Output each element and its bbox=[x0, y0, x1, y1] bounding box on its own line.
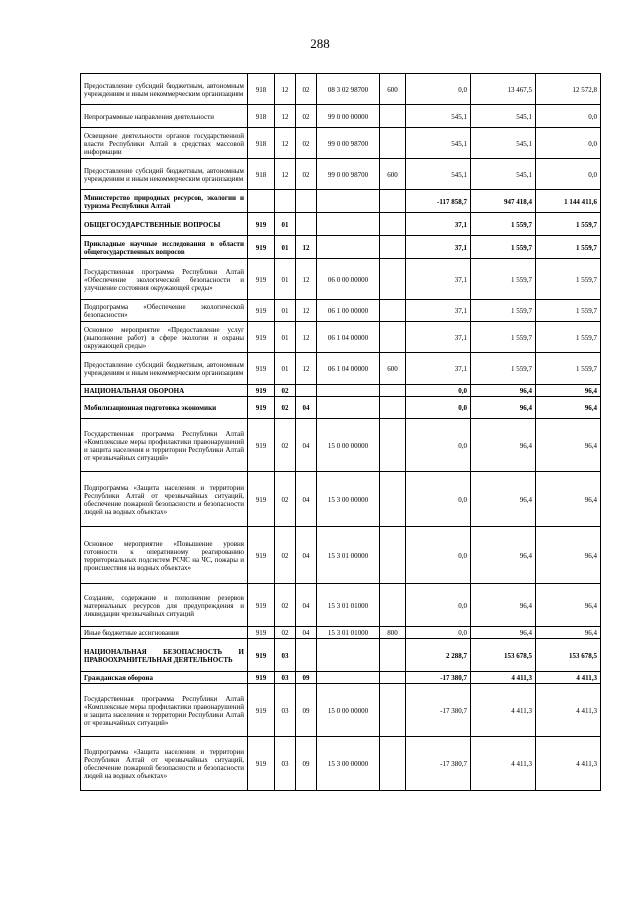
amount-2: 96,4 bbox=[471, 397, 536, 419]
amount-1: 0,0 bbox=[406, 584, 471, 627]
table-row bbox=[81, 527, 601, 584]
ministry-code: 918 bbox=[248, 159, 275, 190]
row-name: Освещение деятельности органов государственной власти Республики Алтай в средствах массовой информации bbox=[81, 128, 248, 159]
expense-type bbox=[380, 684, 406, 737]
expense-type bbox=[380, 472, 406, 527]
ministry-code: 919 bbox=[248, 584, 275, 627]
section-code: 01 bbox=[275, 353, 296, 385]
subsection-code: 12 bbox=[296, 322, 317, 353]
amount-3: 1 559,7 bbox=[536, 353, 601, 385]
amount-2: 96,4 bbox=[471, 627, 536, 639]
ministry-code: 919 bbox=[248, 322, 275, 353]
amount-1: 545,1 bbox=[406, 128, 471, 159]
amount-2: 1 559,7 bbox=[471, 322, 536, 353]
ministry-code bbox=[248, 190, 275, 213]
amount-1: 0,0 bbox=[406, 472, 471, 527]
ministry-code: 919 bbox=[248, 672, 275, 684]
expense-type bbox=[380, 639, 406, 672]
expense-type: 600 bbox=[380, 353, 406, 385]
target-article: 15 3 00 00000 bbox=[317, 737, 380, 791]
row-name: НАЦИОНАЛЬНАЯ БЕЗОПАСНОСТЬ И ПРАВООХРАНИТЕЛЬНАЯ ДЕЯТЕЛЬНОСТЬ bbox=[81, 639, 248, 672]
expense-type bbox=[380, 259, 406, 300]
amount-1: 545,1 bbox=[406, 159, 471, 190]
row-name: Предоставление субсидий бюджетным, автономным учреждениям и иным некоммерческим организациям bbox=[81, 353, 248, 385]
ministry-code: 919 bbox=[248, 737, 275, 791]
expense-type bbox=[380, 105, 406, 128]
ministry-code: 919 bbox=[248, 300, 275, 322]
ministry-code: 918 bbox=[248, 74, 275, 105]
amount-2: 947 418,4 bbox=[471, 190, 536, 213]
table-row bbox=[81, 737, 601, 791]
amount-2: 1 559,7 bbox=[471, 213, 536, 236]
amount-3: 153 678,5 bbox=[536, 639, 601, 672]
subsection-code: 04 bbox=[296, 472, 317, 527]
amount-2: 96,4 bbox=[471, 472, 536, 527]
row-name: Создание, содержание и пополнение резервов материальных ресурсов для предупреждения и ликвидации чрезвычайных ситуаций bbox=[81, 584, 248, 627]
amount-1: 0,0 bbox=[406, 74, 471, 105]
ministry-code: 919 bbox=[248, 684, 275, 737]
subsection-code: 12 bbox=[296, 353, 317, 385]
amount-1: 0,0 bbox=[406, 527, 471, 584]
subsection-code: 02 bbox=[296, 74, 317, 105]
amount-1: 37,1 bbox=[406, 236, 471, 259]
target-article: 15 0 00 00000 bbox=[317, 419, 380, 472]
section-code: 03 bbox=[275, 672, 296, 684]
expense-type: 600 bbox=[380, 159, 406, 190]
target-article bbox=[317, 236, 380, 259]
section-code: 03 bbox=[275, 684, 296, 737]
section-code: 03 bbox=[275, 737, 296, 791]
table-row bbox=[81, 385, 601, 397]
section-code: 03 bbox=[275, 639, 296, 672]
row-name: Иные бюджетные ассигнования bbox=[81, 627, 248, 639]
amount-2: 1 559,7 bbox=[471, 300, 536, 322]
amount-3: 1 559,7 bbox=[536, 259, 601, 300]
subsection-code: 02 bbox=[296, 159, 317, 190]
table-row bbox=[81, 472, 601, 527]
amount-2: 96,4 bbox=[471, 419, 536, 472]
section-code: 02 bbox=[275, 627, 296, 639]
expense-type bbox=[380, 300, 406, 322]
amount-2: 153 678,5 bbox=[471, 639, 536, 672]
expense-type bbox=[380, 419, 406, 472]
row-name: Предоставление субсидий бюджетным, автономным учреждениям и иным некоммерческим организациям bbox=[81, 159, 248, 190]
row-name: Гражданская оборона bbox=[81, 672, 248, 684]
row-name: Основное мероприятие «Повышение уровня готовности к оперативному реагированию территориальных подсистем РСЧС на ЧС, пожары и происшествия на водных объектах» bbox=[81, 527, 248, 584]
table-row bbox=[81, 419, 601, 472]
row-name: ОБЩЕГОСУДАРСТВЕННЫЕ ВОПРОСЫ bbox=[81, 213, 248, 236]
subsection-code: 02 bbox=[296, 128, 317, 159]
amount-2: 1 559,7 bbox=[471, 259, 536, 300]
section-code: 02 bbox=[275, 527, 296, 584]
row-name: Государственная программа Республики Алтай «Обеспечение экологической безопасности и улучшение состояния окружающей среды» bbox=[81, 259, 248, 300]
section-code: 12 bbox=[275, 128, 296, 159]
target-article: 99 0 00 98700 bbox=[317, 159, 380, 190]
amount-3: 96,4 bbox=[536, 584, 601, 627]
row-name: Непрограммные направления деятельности bbox=[81, 105, 248, 128]
subsection-code: 12 bbox=[296, 259, 317, 300]
amount-3: 0,0 bbox=[536, 128, 601, 159]
amount-2: 4 411,3 bbox=[471, 684, 536, 737]
target-article: 06 1 04 00000 bbox=[317, 353, 380, 385]
amount-1: 37,1 bbox=[406, 213, 471, 236]
amount-1: 37,1 bbox=[406, 300, 471, 322]
amount-3: 96,4 bbox=[536, 472, 601, 527]
subsection-code bbox=[296, 385, 317, 397]
table-row bbox=[81, 236, 601, 259]
section-code: 01 bbox=[275, 259, 296, 300]
amount-3: 0,0 bbox=[536, 105, 601, 128]
target-article bbox=[317, 397, 380, 419]
expense-type bbox=[380, 385, 406, 397]
ministry-code: 919 bbox=[248, 385, 275, 397]
ministry-code: 919 bbox=[248, 213, 275, 236]
ministry-code: 918 bbox=[248, 105, 275, 128]
expense-type bbox=[380, 128, 406, 159]
expense-type bbox=[380, 584, 406, 627]
subsection-code: 02 bbox=[296, 105, 317, 128]
budget-table bbox=[80, 73, 601, 791]
ministry-code: 919 bbox=[248, 397, 275, 419]
table-row bbox=[81, 353, 601, 385]
amount-3: 0,0 bbox=[536, 159, 601, 190]
row-name: Предоставление субсидий бюджетным, автономным учреждениям и иным некоммерческим организациям bbox=[81, 74, 248, 105]
amount-3: 96,4 bbox=[536, 385, 601, 397]
ministry-code: 919 bbox=[248, 627, 275, 639]
subsection-code bbox=[296, 639, 317, 672]
target-article: 15 3 01 01000 bbox=[317, 584, 380, 627]
amount-2: 1 559,7 bbox=[471, 236, 536, 259]
section-code: 02 bbox=[275, 397, 296, 419]
amount-2: 545,1 bbox=[471, 159, 536, 190]
section-code: 12 bbox=[275, 159, 296, 190]
row-name: Основное мероприятие «Предоставление услуг (выполнение работ) в сфере экологии и охраны окружающей среды» bbox=[81, 322, 248, 353]
section-code: 01 bbox=[275, 236, 296, 259]
section-code: 01 bbox=[275, 300, 296, 322]
amount-1: -117 858,7 bbox=[406, 190, 471, 213]
table-row bbox=[81, 74, 601, 105]
amount-1: -17 380,7 bbox=[406, 684, 471, 737]
row-name: Подпрограмма «Защита населения и территории Республики Алтай от чрезвычайных ситуаций, обеспечение пожарной безопасности и безопасности людей на водных объектах» bbox=[81, 737, 248, 791]
amount-1: 0,0 bbox=[406, 385, 471, 397]
target-article: 06 0 00 00000 bbox=[317, 259, 380, 300]
table-row bbox=[81, 322, 601, 353]
section-code: 02 bbox=[275, 584, 296, 627]
amount-3: 1 559,7 bbox=[536, 300, 601, 322]
amount-2: 96,4 bbox=[471, 584, 536, 627]
amount-1: 37,1 bbox=[406, 322, 471, 353]
amount-3: 96,4 bbox=[536, 397, 601, 419]
section-code: 01 bbox=[275, 322, 296, 353]
table-row bbox=[81, 684, 601, 737]
subsection-code: 04 bbox=[296, 584, 317, 627]
amount-3: 96,4 bbox=[536, 627, 601, 639]
expense-type bbox=[380, 672, 406, 684]
target-article bbox=[317, 639, 380, 672]
target-article: 15 0 00 00000 bbox=[317, 684, 380, 737]
row-name: НАЦИОНАЛЬНАЯ ОБОРОНА bbox=[81, 385, 248, 397]
expense-type bbox=[380, 527, 406, 584]
subsection-code: 12 bbox=[296, 236, 317, 259]
section-code bbox=[275, 190, 296, 213]
page-number: 288 bbox=[310, 36, 330, 51]
amount-3: 1 559,7 bbox=[536, 322, 601, 353]
ministry-code: 919 bbox=[248, 419, 275, 472]
ministry-code: 919 bbox=[248, 639, 275, 672]
amount-2: 4 411,3 bbox=[471, 672, 536, 684]
section-code: 12 bbox=[275, 74, 296, 105]
table-row bbox=[81, 639, 601, 672]
subsection-code: 12 bbox=[296, 300, 317, 322]
amount-1: 37,1 bbox=[406, 259, 471, 300]
expense-type bbox=[380, 737, 406, 791]
amount-2: 96,4 bbox=[471, 527, 536, 584]
amount-3: 96,4 bbox=[536, 527, 601, 584]
amount-3: 96,4 bbox=[536, 419, 601, 472]
table-row bbox=[81, 259, 601, 300]
section-code: 02 bbox=[275, 472, 296, 527]
row-name: Министерство природных ресурсов, экологии и туризма Республики Алтай bbox=[81, 190, 248, 213]
target-article: 08 3 02 98700 bbox=[317, 74, 380, 105]
section-code: 12 bbox=[275, 105, 296, 128]
amount-3: 1 559,7 bbox=[536, 236, 601, 259]
target-article bbox=[317, 190, 380, 213]
target-article: 15 3 01 01000 bbox=[317, 627, 380, 639]
section-code: 02 bbox=[275, 385, 296, 397]
target-article: 99 0 00 98700 bbox=[317, 128, 380, 159]
ministry-code: 919 bbox=[248, 259, 275, 300]
target-article: 15 3 00 00000 bbox=[317, 472, 380, 527]
subsection-code bbox=[296, 190, 317, 213]
section-code: 01 bbox=[275, 213, 296, 236]
amount-2: 1 559,7 bbox=[471, 353, 536, 385]
amount-2: 545,1 bbox=[471, 105, 536, 128]
table-row bbox=[81, 584, 601, 627]
amount-1: 0,0 bbox=[406, 419, 471, 472]
table-row bbox=[81, 105, 601, 128]
amount-2: 4 411,3 bbox=[471, 737, 536, 791]
subsection-code: 04 bbox=[296, 397, 317, 419]
target-article bbox=[317, 385, 380, 397]
ministry-code: 919 bbox=[248, 527, 275, 584]
amount-2: 545,1 bbox=[471, 128, 536, 159]
table-row bbox=[81, 190, 601, 213]
target-article bbox=[317, 672, 380, 684]
table-row bbox=[81, 627, 601, 639]
subsection-code: 04 bbox=[296, 419, 317, 472]
target-article: 99 0 00 00000 bbox=[317, 105, 380, 128]
amount-2: 96,4 bbox=[471, 385, 536, 397]
amount-1: 0,0 bbox=[406, 397, 471, 419]
section-code: 02 bbox=[275, 419, 296, 472]
row-name: Государственная программа Республики Алтай «Комплексные меры профилактики правонарушений и защита населения и территории Республики Алтай от чрезвычайных ситуаций» bbox=[81, 419, 248, 472]
amount-3: 1 559,7 bbox=[536, 213, 601, 236]
expense-type bbox=[380, 236, 406, 259]
table-row bbox=[81, 159, 601, 190]
expense-type bbox=[380, 397, 406, 419]
expense-type: 600 bbox=[380, 74, 406, 105]
subsection-code: 09 bbox=[296, 684, 317, 737]
table-row bbox=[81, 213, 601, 236]
amount-3: 1 144 411,6 bbox=[536, 190, 601, 213]
amount-3: 4 411,3 bbox=[536, 737, 601, 791]
table-row bbox=[81, 397, 601, 419]
row-name: Прикладные научные исследования в области общегосударственных вопросов bbox=[81, 236, 248, 259]
amount-1: -17 380,7 bbox=[406, 672, 471, 684]
target-article: 15 3 01 00000 bbox=[317, 527, 380, 584]
amount-1: 37,1 bbox=[406, 353, 471, 385]
expense-type bbox=[380, 190, 406, 213]
table-row bbox=[81, 128, 601, 159]
amount-1: 2 288,7 bbox=[406, 639, 471, 672]
expense-type bbox=[380, 213, 406, 236]
subsection-code: 04 bbox=[296, 627, 317, 639]
subsection-code: 09 bbox=[296, 737, 317, 791]
amount-3: 4 411,3 bbox=[536, 684, 601, 737]
row-name: Мобилизационная подготовка экономики bbox=[81, 397, 248, 419]
expense-type bbox=[380, 322, 406, 353]
amount-3: 4 411,3 bbox=[536, 672, 601, 684]
ministry-code: 919 bbox=[248, 236, 275, 259]
amount-1: 545,1 bbox=[406, 105, 471, 128]
ministry-code: 918 bbox=[248, 128, 275, 159]
subsection-code bbox=[296, 213, 317, 236]
ministry-code: 919 bbox=[248, 472, 275, 527]
row-name: Подпрограмма «Обеспечение экологической безопасности» bbox=[81, 300, 248, 322]
subsection-code: 09 bbox=[296, 672, 317, 684]
amount-2: 13 467,5 bbox=[471, 74, 536, 105]
target-article: 06 1 00 00000 bbox=[317, 300, 380, 322]
subsection-code: 04 bbox=[296, 527, 317, 584]
target-article: 06 1 04 00000 bbox=[317, 322, 380, 353]
table-row bbox=[81, 300, 601, 322]
amount-3: 12 572,8 bbox=[536, 74, 601, 105]
row-name: Государственная программа Республики Алтай «Комплексные меры профилактики правонарушений и защита населения и территории Республики Алтай от чрезвычайных ситуаций» bbox=[81, 684, 248, 737]
target-article bbox=[317, 213, 380, 236]
expense-type: 800 bbox=[380, 627, 406, 639]
ministry-code: 919 bbox=[248, 353, 275, 385]
row-name: Подпрограмма «Защита населения и территории Республики Алтай от чрезвычайных ситуаций, обеспечение пожарной безопасности и безопасности людей на водных объектах» bbox=[81, 472, 248, 527]
amount-1: -17 380,7 bbox=[406, 737, 471, 791]
table-row bbox=[81, 672, 601, 684]
amount-1: 0,0 bbox=[406, 627, 471, 639]
